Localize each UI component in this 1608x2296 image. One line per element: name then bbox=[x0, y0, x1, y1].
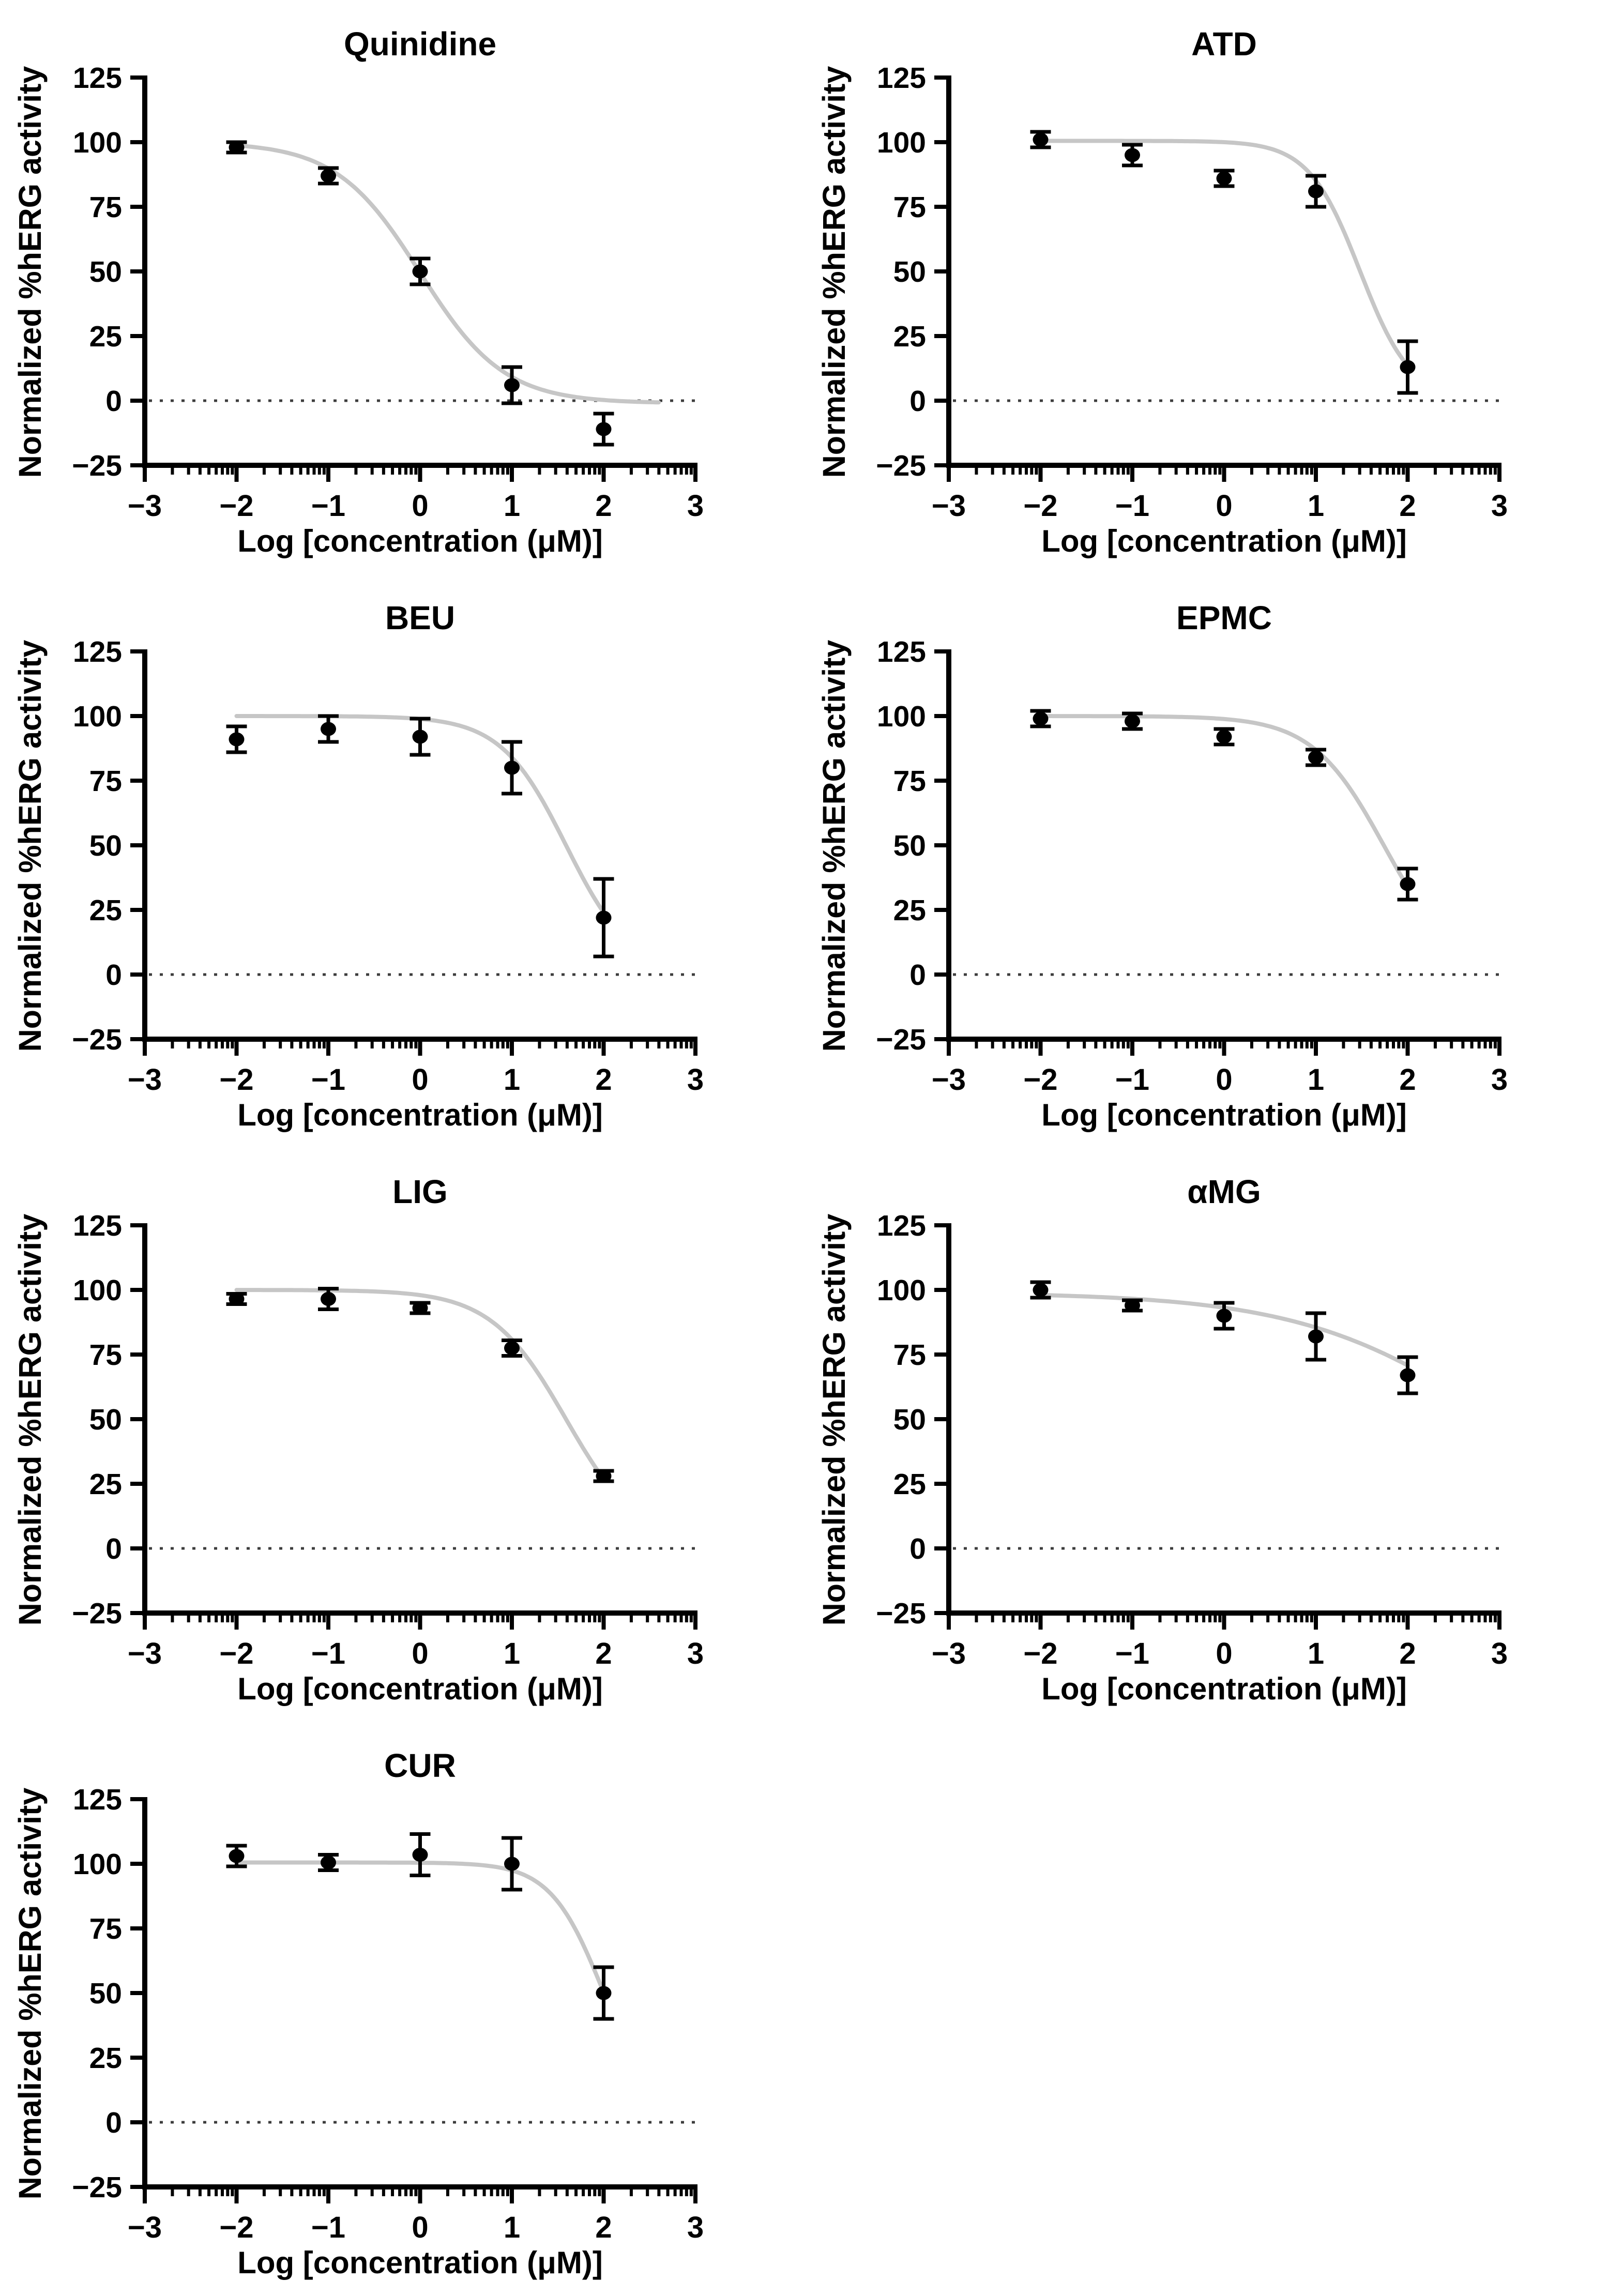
y-tick-label: −25 bbox=[876, 1023, 926, 1056]
y-tick-label: 50 bbox=[893, 255, 926, 288]
data-point bbox=[1217, 730, 1232, 744]
panel-lig bbox=[0, 1148, 804, 1722]
data-point bbox=[1217, 172, 1232, 186]
x-tick-label: 2 bbox=[595, 1637, 612, 1670]
panel-title: αMG bbox=[1187, 1173, 1261, 1210]
y-tick-label: −25 bbox=[72, 449, 122, 482]
x-tick-label: −2 bbox=[219, 1637, 254, 1670]
y-tick-label: 125 bbox=[72, 1209, 122, 1242]
x-tick-label: 3 bbox=[687, 489, 704, 523]
panel-atd bbox=[804, 0, 1608, 574]
y-tick-label: 125 bbox=[72, 1783, 122, 1816]
y-tick-label: 75 bbox=[89, 765, 122, 798]
y-tick-label: 125 bbox=[72, 62, 122, 95]
x-tick-label: 2 bbox=[595, 489, 612, 523]
x-tick-label: −3 bbox=[931, 1637, 966, 1670]
y-tick-label: 25 bbox=[89, 320, 122, 353]
data-point bbox=[596, 1469, 612, 1483]
y-tick-label: 25 bbox=[89, 1468, 122, 1501]
y-axis-label: Normalized %hERG activity bbox=[12, 1213, 48, 1626]
x-tick-label: 0 bbox=[1216, 1063, 1233, 1097]
y-tick-label: 75 bbox=[893, 765, 926, 798]
y-axis-label: Normalized %hERG activity bbox=[816, 640, 852, 1052]
data-point bbox=[1217, 1309, 1232, 1323]
x-tick-label: 2 bbox=[595, 2211, 612, 2244]
chart-beu bbox=[0, 574, 804, 1148]
data-point bbox=[413, 1848, 428, 1862]
y-tick-label: 100 bbox=[72, 126, 122, 159]
x-tick-label: −3 bbox=[127, 489, 162, 523]
x-tick-label: 0 bbox=[412, 2211, 429, 2244]
data-point bbox=[504, 1341, 520, 1355]
y-tick-label: 50 bbox=[89, 1403, 122, 1436]
data-point bbox=[321, 722, 336, 736]
y-tick-label: 0 bbox=[105, 959, 122, 992]
panel-alpha-mg bbox=[804, 1148, 1608, 1722]
y-axis-label: Normalized %hERG activity bbox=[12, 1787, 48, 2200]
x-tick-label: 2 bbox=[595, 1063, 612, 1097]
x-tick-label: −1 bbox=[311, 1637, 346, 1670]
y-tick-label: 75 bbox=[89, 1339, 122, 1372]
panel-cur bbox=[0, 1722, 804, 2296]
data-point bbox=[321, 1292, 336, 1306]
data-point bbox=[1125, 714, 1140, 728]
chart-cur bbox=[0, 1722, 804, 2295]
x-tick-label: −1 bbox=[1115, 1637, 1150, 1670]
y-tick-label: −25 bbox=[876, 449, 926, 482]
y-tick-label: −25 bbox=[876, 1597, 926, 1630]
y-tick-label: 125 bbox=[876, 1209, 926, 1242]
y-tick-label: 50 bbox=[893, 1403, 926, 1436]
y-tick-label: −25 bbox=[72, 1597, 122, 1630]
y-axis-label: Normalized %hERG activity bbox=[12, 640, 48, 1052]
data-point bbox=[413, 730, 428, 744]
x-axis-label: Log [concentration (μM)] bbox=[1041, 1098, 1407, 1132]
data-point bbox=[596, 422, 612, 436]
y-tick-label: −25 bbox=[72, 1023, 122, 1056]
y-tick-label: 75 bbox=[89, 1912, 122, 1945]
x-axis-label: Log [concentration (μM)] bbox=[237, 1098, 603, 1132]
data-point bbox=[1308, 185, 1324, 199]
data-point bbox=[1125, 1299, 1140, 1313]
x-tick-label: 2 bbox=[1399, 489, 1416, 523]
x-tick-label: 1 bbox=[503, 1637, 521, 1670]
chart-lig bbox=[0, 1148, 804, 1722]
x-tick-label: −2 bbox=[1023, 1063, 1058, 1097]
x-tick-label: 1 bbox=[1307, 1063, 1325, 1097]
data-point bbox=[1125, 148, 1140, 162]
data-point bbox=[321, 1856, 336, 1869]
y-tick-label: 100 bbox=[72, 1274, 122, 1307]
x-tick-label: −1 bbox=[311, 2211, 346, 2244]
fit-curve bbox=[237, 145, 659, 402]
data-point bbox=[1400, 360, 1416, 374]
y-tick-label: 25 bbox=[893, 320, 926, 353]
x-tick-label: 3 bbox=[1491, 1063, 1508, 1097]
x-tick-label: 1 bbox=[503, 489, 521, 523]
data-point bbox=[229, 1849, 245, 1863]
x-tick-label: 0 bbox=[412, 1637, 429, 1670]
y-tick-label: 0 bbox=[909, 959, 926, 992]
x-tick-label: 1 bbox=[503, 2211, 521, 2244]
x-tick-label: −2 bbox=[219, 2211, 254, 2244]
data-point bbox=[229, 1292, 245, 1306]
y-tick-label: 0 bbox=[909, 385, 926, 418]
y-tick-label: 25 bbox=[893, 1468, 926, 1501]
y-tick-label: 0 bbox=[909, 1532, 926, 1565]
x-tick-label: −3 bbox=[127, 1063, 162, 1097]
chart-epmc bbox=[804, 574, 1608, 1148]
x-tick-label: 3 bbox=[1491, 489, 1508, 523]
x-tick-label: −2 bbox=[1023, 489, 1058, 523]
y-tick-label: 75 bbox=[893, 191, 926, 224]
data-point bbox=[229, 141, 245, 155]
x-tick-label: 0 bbox=[412, 489, 429, 523]
x-axis-label: Log [concentration (μM)] bbox=[1041, 524, 1407, 558]
y-tick-label: 50 bbox=[89, 255, 122, 288]
data-point bbox=[1033, 1283, 1049, 1297]
data-point bbox=[229, 733, 245, 747]
data-point bbox=[504, 1857, 520, 1871]
x-tick-label: −3 bbox=[931, 1063, 966, 1097]
x-tick-label: −1 bbox=[311, 1063, 346, 1097]
y-tick-label: 50 bbox=[89, 1977, 122, 2010]
data-point bbox=[1400, 877, 1416, 891]
panel-title: CUR bbox=[384, 1747, 456, 1784]
x-axis-label: Log [concentration (μM)] bbox=[237, 524, 603, 558]
y-axis-label: Normalized %hERG activity bbox=[816, 66, 852, 478]
x-tick-label: 0 bbox=[1216, 1637, 1233, 1670]
y-tick-label: 50 bbox=[893, 829, 926, 862]
x-tick-label: −2 bbox=[1023, 1637, 1058, 1670]
panel-title: Quinidine bbox=[343, 25, 497, 63]
x-tick-label: 2 bbox=[1399, 1637, 1416, 1670]
data-point bbox=[504, 761, 520, 775]
data-point bbox=[596, 911, 612, 925]
data-point bbox=[1308, 751, 1324, 765]
y-tick-label: 125 bbox=[876, 62, 926, 95]
y-tick-label: 0 bbox=[105, 385, 122, 418]
y-tick-label: 100 bbox=[876, 126, 926, 159]
x-tick-label: 1 bbox=[503, 1063, 521, 1097]
x-tick-label: 3 bbox=[687, 1063, 704, 1097]
x-tick-label: 3 bbox=[687, 2211, 704, 2244]
y-tick-label: 75 bbox=[893, 1339, 926, 1372]
y-tick-label: 125 bbox=[876, 635, 926, 668]
y-tick-label: 50 bbox=[89, 829, 122, 862]
chart-quinidine bbox=[0, 0, 804, 574]
x-tick-label: −2 bbox=[219, 1063, 254, 1097]
y-tick-label: 0 bbox=[105, 1532, 122, 1565]
y-tick-label: 100 bbox=[72, 1848, 122, 1881]
panel-quinidine bbox=[0, 0, 804, 574]
y-axis-label: Normalized %hERG activity bbox=[816, 1213, 852, 1626]
x-tick-label: −1 bbox=[1115, 1063, 1150, 1097]
y-tick-label: 100 bbox=[72, 700, 122, 733]
x-tick-label: 3 bbox=[1491, 1637, 1508, 1670]
y-tick-label: 100 bbox=[876, 1274, 926, 1307]
data-point bbox=[1308, 1330, 1324, 1344]
panel-title: BEU bbox=[385, 599, 456, 636]
y-axis-label: Normalized %hERG activity bbox=[12, 66, 48, 478]
panel-title: ATD bbox=[1191, 25, 1257, 63]
x-tick-label: 3 bbox=[687, 1637, 704, 1670]
data-point bbox=[1033, 712, 1049, 726]
data-point bbox=[413, 265, 428, 279]
data-point bbox=[413, 1301, 428, 1315]
x-tick-label: −2 bbox=[219, 489, 254, 523]
data-point bbox=[1400, 1369, 1416, 1382]
x-tick-label: −3 bbox=[931, 489, 966, 523]
panel-title: LIG bbox=[392, 1173, 448, 1210]
x-tick-label: −3 bbox=[127, 2211, 162, 2244]
x-tick-label: −1 bbox=[311, 489, 346, 523]
x-tick-label: 1 bbox=[1307, 489, 1325, 523]
y-tick-label: −25 bbox=[72, 2171, 122, 2204]
panel-title: EPMC bbox=[1176, 599, 1272, 636]
x-tick-label: −3 bbox=[127, 1637, 162, 1670]
x-axis-label: Log [concentration (μM)] bbox=[1041, 1671, 1407, 1706]
data-point bbox=[321, 169, 336, 183]
data-point bbox=[596, 1986, 612, 2000]
x-tick-label: 0 bbox=[412, 1063, 429, 1097]
y-tick-label: 25 bbox=[89, 894, 122, 927]
y-tick-label: 25 bbox=[89, 2042, 122, 2075]
x-axis-label: Log [concentration (μM)] bbox=[237, 2245, 603, 2280]
y-tick-label: 125 bbox=[72, 635, 122, 668]
chart-alpha-mg bbox=[804, 1148, 1608, 1722]
fit-curve bbox=[237, 1290, 604, 1479]
y-tick-label: 100 bbox=[876, 700, 926, 733]
x-tick-label: −1 bbox=[1115, 489, 1150, 523]
y-tick-label: 0 bbox=[105, 2106, 122, 2139]
x-tick-label: 2 bbox=[1399, 1063, 1416, 1097]
x-axis-label: Log [concentration (μM)] bbox=[237, 1671, 603, 1706]
x-tick-label: 1 bbox=[1307, 1637, 1325, 1670]
chart-atd bbox=[804, 0, 1608, 574]
fit-curve bbox=[237, 1863, 604, 1993]
y-tick-label: 75 bbox=[89, 191, 122, 224]
data-point bbox=[1033, 133, 1049, 147]
panel-beu bbox=[0, 574, 804, 1148]
data-point bbox=[504, 378, 520, 392]
y-tick-label: 25 bbox=[893, 894, 926, 927]
x-tick-label: 0 bbox=[1216, 489, 1233, 523]
panel-epmc bbox=[804, 574, 1608, 1148]
